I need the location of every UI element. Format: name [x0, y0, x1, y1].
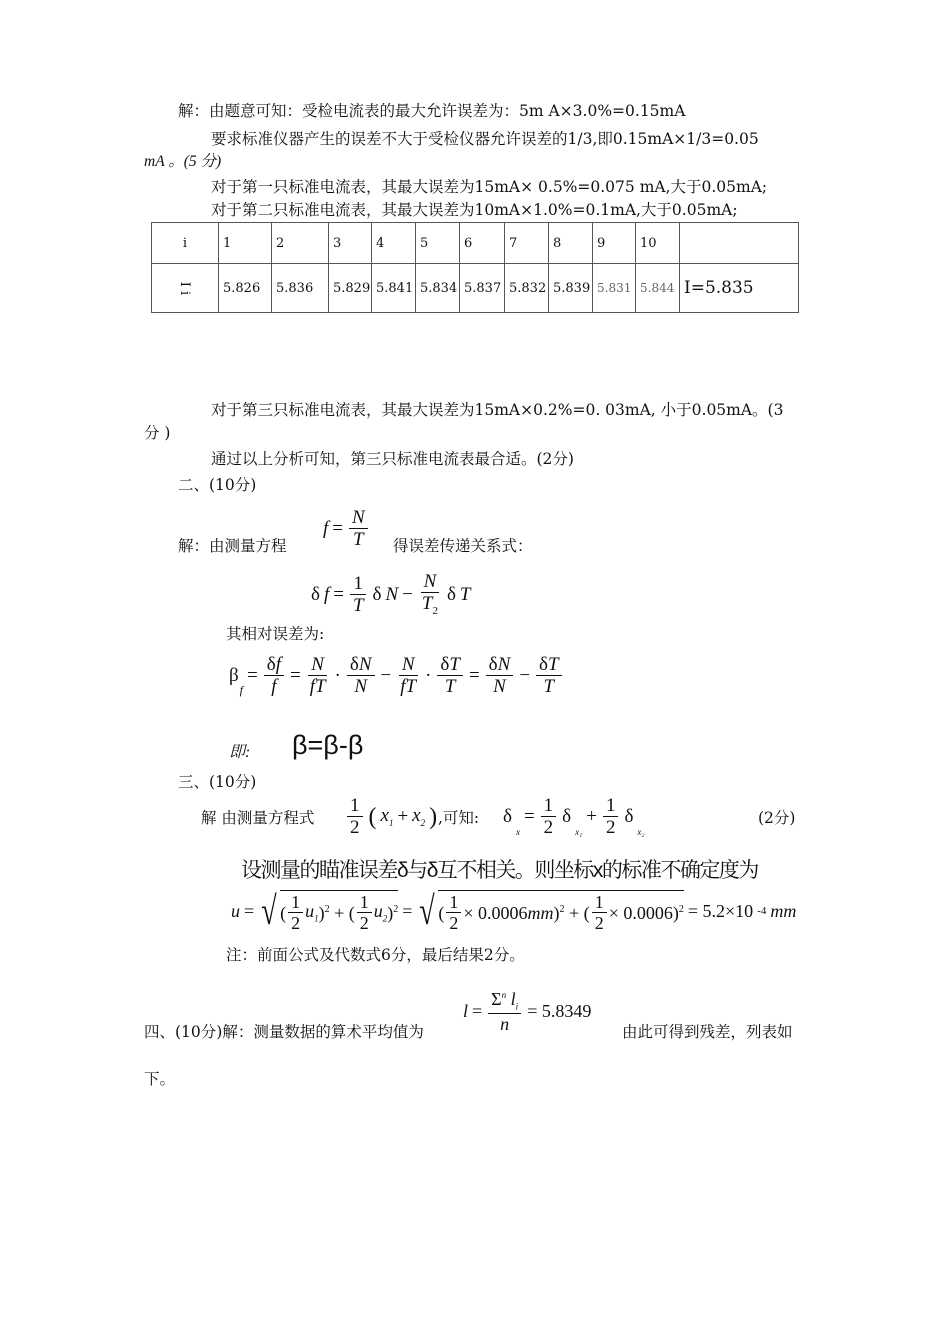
table-header-cell: 10 — [636, 223, 680, 264]
table-cell: 5.829 — [329, 264, 372, 313]
uncertainty-unit: mm — [770, 901, 797, 921]
measurement-table — [151, 222, 799, 313]
part2-intro: 解：由测量方程 — [178, 537, 287, 555]
part3-delta-equation: δ x = $\frac{1}{2}$ δ x₁ + $\frac{1}{2}$ δ x₂ — [503, 795, 645, 838]
table-header-cell: 8 — [549, 223, 593, 264]
solution-line-6: 对于第三只标准电流表，其最大误差为15mA×0.2%=0. 03mA, 小于0.05mA。(3 — [211, 401, 784, 419]
solution-line-2: 要求标准仪器产生的误差不大于受检仪器允许误差的1/3,即0.15mA×1/3=0.05 — [211, 130, 759, 148]
table-header-cell: 6 — [460, 223, 505, 264]
table-header-cell: 2 — [272, 223, 329, 264]
mean-formula: l = $\frac{\Sigma^n l_i}{n}$ = 5.8349 — [463, 989, 592, 1034]
table-cell: 5.832 — [505, 264, 549, 313]
solution-line-1: 解：由题意可知：受检电流表的最大允许误差为：5m A×3.0%=0.15mA — [178, 102, 686, 120]
section-heading-2: 二、(10分) — [178, 476, 257, 494]
solution-line-7: 分 ) — [144, 424, 171, 442]
table-header-cell: 9 — [593, 223, 636, 264]
part3-intro: 解 由测量方程式 — [201, 809, 315, 827]
solution-line-5: 对于第二只标准电流表，其最大误差为10mA×1.0%=0.1mA,大于0.05mA; — [211, 201, 738, 219]
part4-heading: 四、(10分)解：测量数据的算术平均值为 — [144, 1023, 424, 1041]
conclusion-label: 即: — [229, 744, 251, 761]
table-cell: 5.826 — [219, 264, 272, 313]
section-heading-3: 三、(10分) — [178, 773, 257, 791]
table-cell: 5.837 — [460, 264, 505, 313]
solution-line-4: 对于第一只标准电流表，其最大误差为15mA× 0.5%=0.075 mA,大于0.05mA; — [211, 178, 768, 196]
part4-line2: 下。 — [144, 1070, 176, 1088]
part4-after: 由此可得到残差，列表如 — [622, 1023, 793, 1041]
table-header-cell: 7 — [505, 223, 549, 264]
part2-intro-after: 得误差传递关系式： — [393, 537, 533, 555]
table-header-cell: 4 — [372, 223, 416, 264]
part3-score: (2分) — [758, 809, 796, 827]
table-cell: 5.841 — [372, 264, 416, 313]
solution-line-8: 通过以上分析可知，第三只标准电流表最合适。(2分) — [211, 450, 574, 468]
table-mean-cell: I=5.835 — [680, 264, 799, 313]
solution-line-3: mA 。(5 分) — [144, 153, 222, 170]
uncertainty-result: = 5.2×10 — [687, 901, 754, 921]
table-header-cell: 1 — [219, 223, 272, 264]
table-data-row — [152, 264, 799, 313]
table-header-cell: 5 — [416, 223, 460, 264]
table-header-empty — [680, 223, 799, 264]
table-row-label — [152, 264, 219, 313]
part3-intro-mid: ,可知: — [438, 809, 480, 827]
table-cell: 5.839 — [549, 264, 593, 313]
table-cell: 5.836 — [272, 264, 329, 313]
part3-note: 注：前面公式及代数式6分，最后结果2分。 — [226, 946, 525, 964]
mean-value: = 5.8349 — [527, 1001, 592, 1022]
relative-error-label: 其相对误差为: — [226, 625, 325, 643]
table-cell: 5.831 — [593, 264, 636, 313]
table-cell: 5.834 — [416, 264, 460, 313]
error-propagation-formula: δ f = $\frac{1}{T}$ δ N − $\frac{N}{T_2}$ δ T — [311, 571, 471, 617]
table-row-label-text: I i — [177, 281, 193, 295]
conclusion-formula: β=β-β — [292, 730, 364, 760]
part3-equation: $\frac{1}{2}$ ( $x_1$ + $x_2$ ) — [345, 796, 437, 837]
uncertainty-formula: u = √ ( $\frac{1}{2}$ $u_1$ )$^2$ + ( $\frac{1}{2}$ $u_2$ )$^2$ = √ ( $\frac{1}{2}$ × 0.0006 mm )$^2$ + ( $\frac{1}{2}$ × 0.0006)$^2$ = 5.2×10 -4 mm — [231, 888, 797, 933]
part3-statement: 设测量的瞄准误差δ与δ互不相关。则坐标x的标准不确定度为 — [241, 859, 758, 882]
table-header-row — [152, 223, 799, 264]
table-cell: 5.844 — [636, 264, 680, 313]
table-header-cell: 3 — [329, 223, 372, 264]
measurement-equation: f = $\frac{N}{T}$ — [323, 508, 370, 549]
relative-error-formula: β $_f$ = $\frac{\delta f}{f}$ = $\frac{N}{fT}$ · $\frac{\delta N}{N}$ − $\frac{N}{fT}$ · $\frac{\delta T}{T}$ = $\frac{\delta N}{N}$ − $\frac{\delta T}{T}$ — [229, 655, 564, 696]
uncertainty-exponent: -4 — [757, 904, 767, 917]
table-header-label: i — [152, 223, 219, 264]
